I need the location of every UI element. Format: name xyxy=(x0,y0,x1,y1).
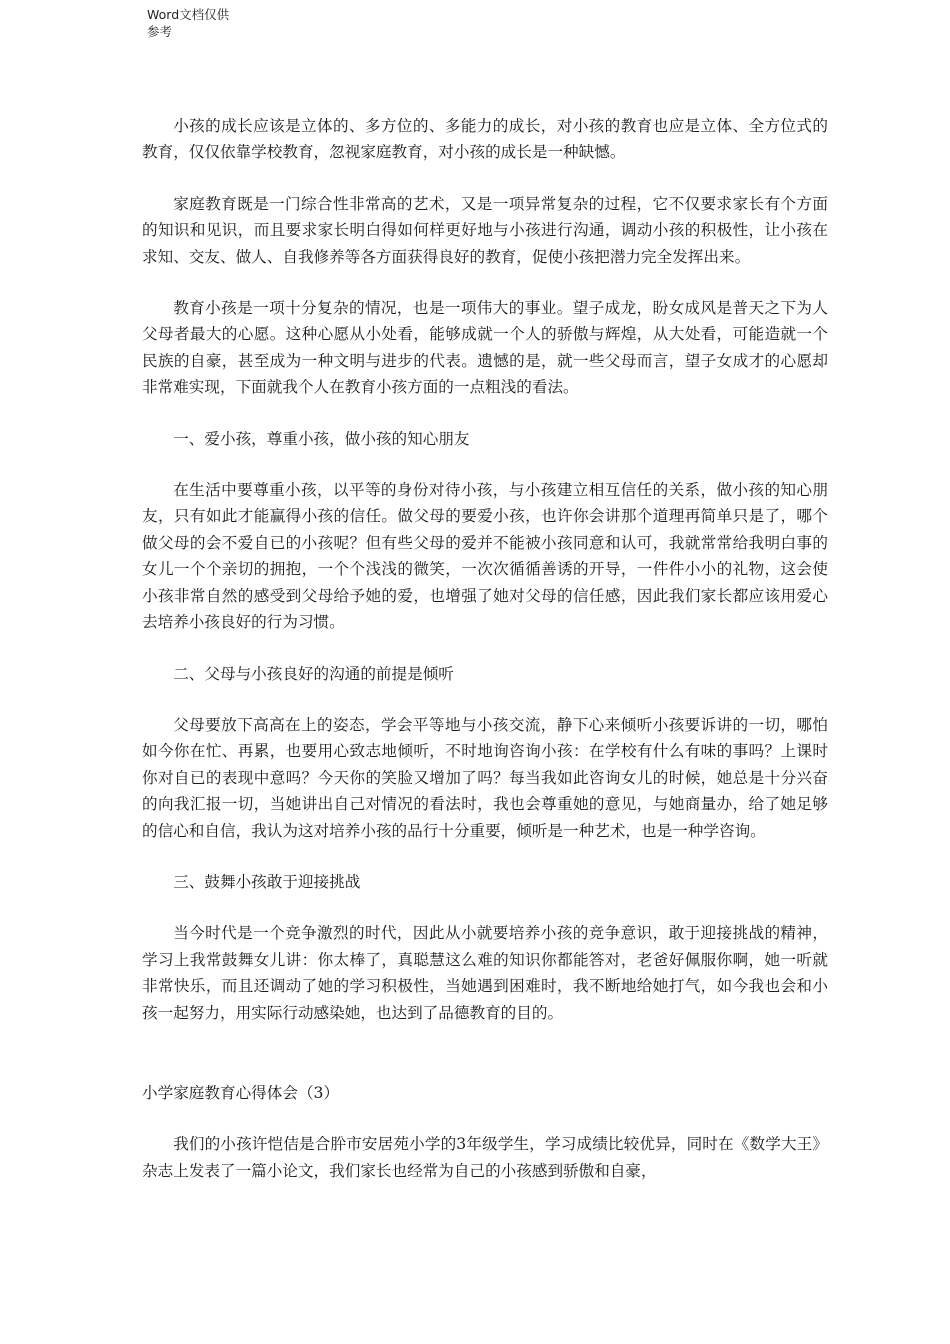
section-spacer xyxy=(142,1026,828,1080)
intro-paragraph-3: 教育小孩是一项十分复杂的情况，也是一项伟大的事业。望子成龙，盼女成风是普天之下为人父母者最大的心愿。这种心愿从小处看，能够成就一个人的骄傲与辉煌，从大处看，可能造就一个民族的自豪，甚至成为一种文明与进步的代表。遗憾的是，就一些父母而言，望子女成才的心愿却非常难实现，下面就我个人在教育小孩方面的一点粗浅的看法。 xyxy=(142,299,828,397)
intro-paragraph-1: 小孩的成长应该是立体的、多方位的、多能力的成长，对小孩的教育也应是立体、全方位式的教育，仅仅依靠学校教育，忽视家庭教育，对小孩的成长是一种缺憾。 xyxy=(142,117,828,162)
section-1-heading: 一、爱小孩，尊重小孩，做小孩的知心朋友 xyxy=(173,429,470,448)
section-1-body: 在生活中要尊重小孩，以平等的身份对待小孩，与小孩建立相互信任的关系，做小孩的知心朋友，只有如此才能赢得小孩的信任。做父母的要爱小孩，也许你会讲那个道理再简单只是了，哪个做父母的会不爱自已的小孩呢？但有些父母的爱并不能被小孩同意和认可，我就常常给我明白事的女儿一个个亲切的拥抱，一个个浅浅的微笑，一次次循循善诱的开导，一件件小小的礼物，这会使小孩非常自然的感受到父母给予她的爱，也增强了她对父母的信任感，因此我们家长都应该用爱心去培养小孩良好的行为习惯。 xyxy=(142,481,828,632)
document-body xyxy=(142,113,828,1184)
section-2-heading: 二、父母与小孩良好的沟通的前提是倾听 xyxy=(173,664,454,683)
part-3-body: 我们的小孩许恺佶是合肸市安居苑小学的3年级学生，学习成绩比较优异，同时在《数学大王》杂志上发表了一篇小论文，我们家长也经常为自己的小孩感到骄傲和自豪， xyxy=(142,1135,828,1180)
section-3-heading: 三、鼓舞小孩敢于迎接挑战 xyxy=(173,872,361,891)
section-2-body: 父母要放下高高在上的姿态，学会平等地与小孩交流，静下心来倾听小孩要诉讲的一切，哪怕如今你在忙、再累，也要用心致志地倾听，不时地询咨询小孩：在学校有什么有味的事吗？上课时你对自已的表现中意吗？今天你的笑脸又增加了吗？每当我如此咨询女儿的时候，她总是十分兴奋的向我汇报一切，当她讲出自己对情况的看法时，我也会尊重她的意见，与她商量办，给了她足够的信心和自信，我认为这对培养小孩的品行十分重要，倾听是一种艺术，也是一种学咨询。 xyxy=(142,715,828,840)
part-3-title: 小学家庭教育心得体会（3） xyxy=(142,1083,340,1102)
section-3-body: 当今时代是一个竞争激烈的时代，因此从小就要培养小孩的竞争意识，敢于迎接挑战的精神，学习上我常鼓舞女儿讲：你太棒了，真聪慧这么难的知识你都能答对，老爸好佩服你啊，她一听就非常快乐，而且还调动了她的学习积极性，当她遇到困难时，我不断地给她打气，如今我也会和小孩一起努力，用实际行动感染她，也达到了品德教育的目的。 xyxy=(142,924,828,1022)
intro-paragraph-2: 家庭教育既是一门综合性非常高的艺术，又是一项异常复杂的过程，它不仅要求家长有个方面的知识和见识，而且要求家长明白得如何样更好地与小孩进行沟通，调动小孩的积极性，让小孩在求知、交友、做人、自我修养等各方面获得良好的教育，促使小孩把潜力完全发挥出来。 xyxy=(142,194,828,266)
watermark-header: Word文档仅供参考 xyxy=(147,7,230,39)
